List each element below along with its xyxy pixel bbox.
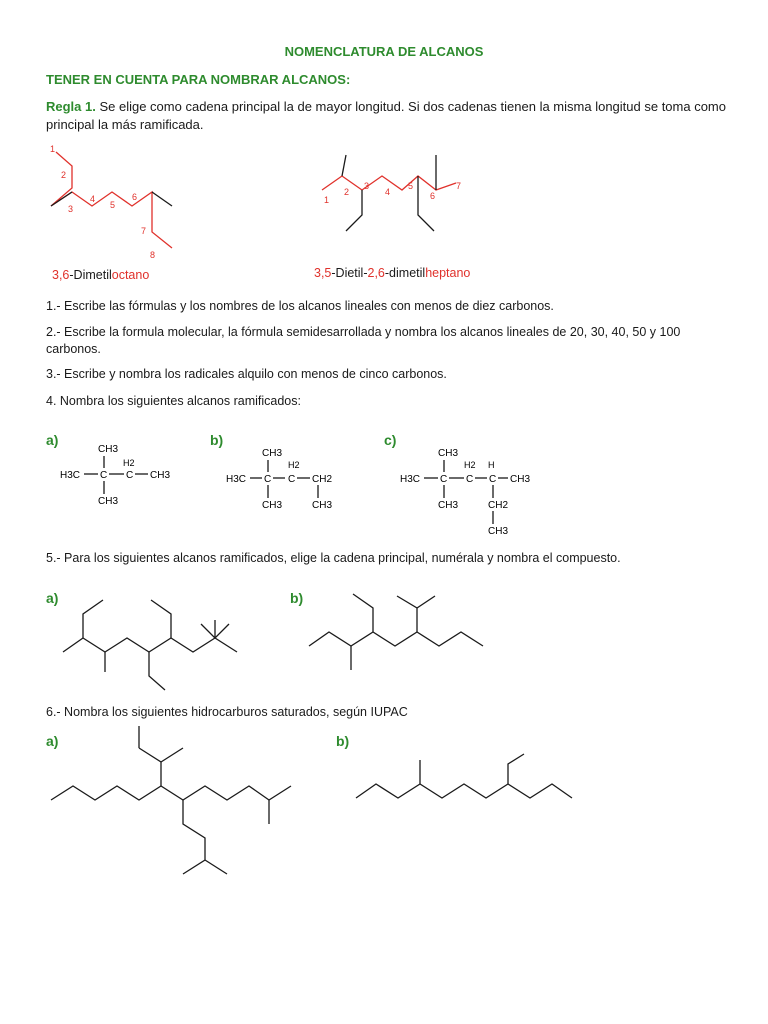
q5b-structure [305, 590, 495, 680]
ex2-num: 2 [344, 187, 350, 197]
ex2-num: 4 [385, 187, 391, 197]
formula-text: C [100, 470, 108, 481]
formula-text: C [440, 474, 448, 485]
name-part: -dimetil [384, 266, 426, 280]
formula-text: CH3 [488, 526, 509, 537]
formula-text: H3C [60, 470, 81, 481]
formula-text: CH2 [488, 500, 509, 511]
section-subtitle: TENER EN CUENTA PARA NOMBRAR ALCANOS: [46, 72, 351, 87]
formula-text: CH3 [262, 500, 283, 511]
formula-c [396, 440, 556, 540]
example-1-name [52, 268, 149, 282]
exercise-1: 1.- Escribe las fórmulas y los nombres de los alcanos lineales con menos de diez carbonos. [46, 299, 554, 313]
name-part: 3,6 [52, 268, 70, 282]
ex2-num: 3 [364, 181, 370, 191]
ex2-num: 5 [408, 181, 414, 191]
q4-label-b: b) [210, 432, 224, 448]
exercise-3: 3.- Escribe y nombra los radicales alquilo con menos de cinco carbonos. [46, 367, 447, 381]
exercise-6: 6.- Nombra los siguientes hidrocarburos saturados, según IUPAC [46, 705, 408, 719]
formula-text: CH3 [262, 448, 283, 459]
q5-label-a: a) [46, 590, 59, 606]
ex1-num: 3 [68, 204, 74, 214]
exercise-5: 5.- Para los siguientes alcanos ramificados, elige la cadena principal, numérala y nombra el compuesto. [46, 551, 621, 565]
rule-1-text: Se elige como cadena principal la de mayor longitud. Si dos cadenas tienen la misma longitud se toma como principal la más ramificada. [46, 99, 726, 132]
ex1-num: 7 [141, 226, 147, 236]
ex1-num: 5 [110, 200, 116, 210]
formula-text: H [488, 460, 495, 470]
q6b-structure [352, 752, 577, 812]
rule-1-label: Regla 1. [46, 99, 96, 114]
name-part: 2,6 [367, 266, 385, 280]
ex1-num: 1 [50, 144, 56, 154]
formula-text: H2 [464, 460, 476, 470]
q6-label-a: a) [46, 733, 59, 749]
formula-text: CH3 [438, 448, 459, 459]
ex2-num: 7 [456, 181, 462, 191]
q5a-structure [55, 590, 245, 700]
formula-text: CH3 [312, 500, 333, 511]
name-part: heptano [425, 266, 471, 280]
ex1-num: 8 [150, 250, 156, 260]
formula-text: C [466, 474, 474, 485]
formula-a [56, 436, 186, 516]
exercise-4: 4. Nombra los siguientes alcanos ramificados: [46, 394, 301, 408]
q5-label-b: b) [290, 590, 304, 606]
formula-text: CH3 [98, 444, 119, 455]
name-part: -Dimetil [69, 268, 112, 282]
formula-b [222, 440, 352, 520]
example-1-structure [30, 140, 230, 265]
formula-text: CH3 [98, 496, 119, 507]
example-2-name [314, 266, 470, 280]
ex1-num: 2 [61, 170, 67, 180]
example-2-ethyl-5 [418, 176, 434, 231]
q4-label-a: a) [46, 432, 59, 448]
page-title: NOMENCLATURA DE ALCANOS [284, 44, 484, 59]
formula-text: CH3 [438, 500, 459, 511]
formula-text: C [489, 474, 497, 485]
formula-text: CH3 [510, 474, 531, 485]
name-part: -Dietil- [331, 266, 368, 280]
ex1-num: 4 [90, 194, 96, 204]
ex1-num: 6 [132, 192, 138, 202]
ex2-num: 6 [430, 191, 436, 201]
exercise-2: 2.- Escribe la formula molecular, la fórmula semidesarrollada y nombra los alcanos lineales de 20, 30, 40, 50 y 100 carbonos. [46, 325, 681, 356]
formula-text: CH2 [312, 474, 333, 485]
formula-text: H3C [400, 474, 421, 485]
formula-text: C [264, 474, 272, 485]
q4-label-c: c) [384, 432, 397, 448]
q6a-structure [45, 722, 300, 887]
formula-text: H2 [123, 458, 135, 468]
name-part: 3,5 [314, 266, 332, 280]
formula-text: CH3 [150, 470, 171, 481]
example-2-methyl-2 [342, 155, 346, 176]
rule-1 [46, 98, 736, 134]
formula-text: C [126, 470, 134, 481]
ex2-num: 1 [324, 195, 330, 205]
q6-label-b: b) [336, 733, 350, 749]
formula-text: H2 [288, 460, 300, 470]
formula-text: H3C [226, 474, 247, 485]
formula-text: C [288, 474, 296, 485]
name-part: octano [111, 268, 150, 282]
example-2-structure [310, 145, 480, 245]
example-1-methyl-6 [152, 192, 172, 206]
